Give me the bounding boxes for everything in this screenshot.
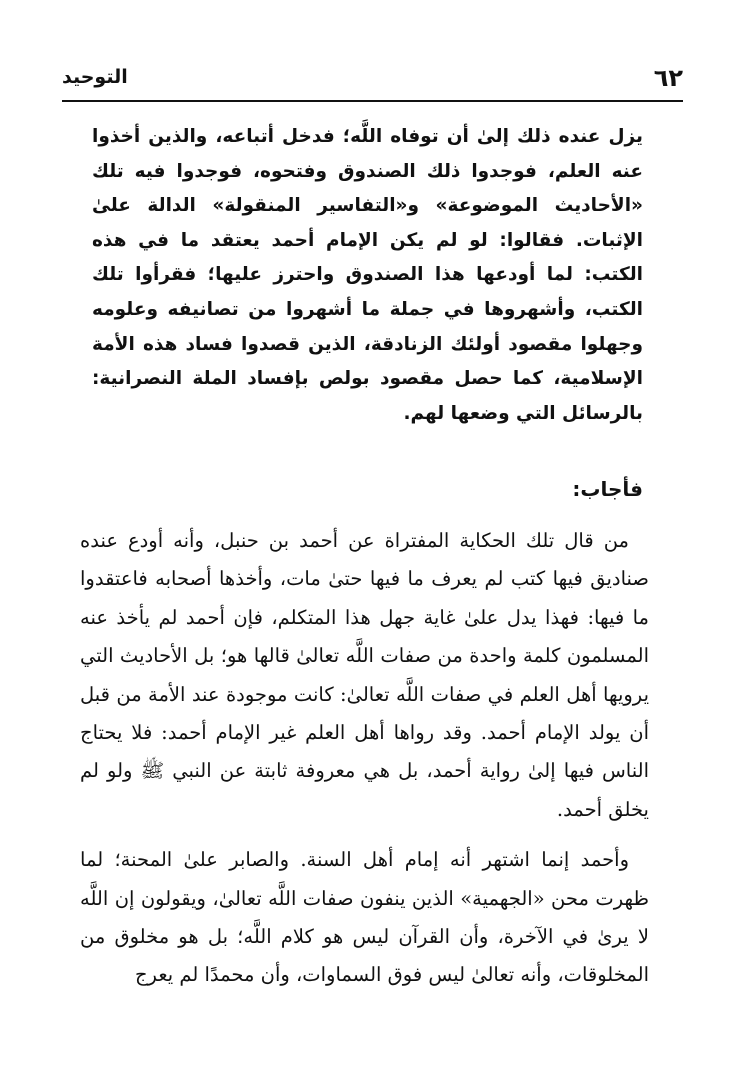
- answer-body: [80, 522, 649, 995]
- quoted-question-text: يزل عنده ذلك إلىٰ أن توفاه اللَّه؛ فدخل أتباعه، والذين أخذوا عنه العلم، فوجدوا ذلك الصندوق وفتحوه، فوجدوا فيه تلك «الأحاديث الموضوعة» و«التفاسير المنقولة» الدالة علىٰ الإثبات. فقالوا: لو لم يكن الإمام أحمد يعتقد ما في هذه الكتب: لما أودعها هذا الصندوق واحترز عليها؛ فقرأوا تلك الكتب، وأشهروها في جملة ما أشهروا من تصانيفه وعلومه وجهلوا مقصود أولئك الزنادقة، الذين قصدوا فساد هذه الأمة الإسلامية، كما حصل مقصود بولص بإفساد الملة النصرانية: بالرسائل التي وضعها لهم.: [92, 126, 643, 424]
- page-number: ٦٢: [653, 64, 683, 92]
- running-title: التوحيد: [62, 66, 128, 88]
- quoted-question-block: [92, 120, 643, 431]
- answer-heading: فأجاب:: [572, 477, 643, 501]
- answer-paragraph: من قال تلك الحكاية المفتراة عن أحمد بن حنبل، وأنه أودع عنده صناديق فيها كتب لم يعرف ما فيها حتىٰ مات، وأخذها أصحابه فاعتقدوا ما فيها: فهذا يدل علىٰ غاية جهل هذا المتكلم، فإن أحمد لم يأخذ عنه المسلمون كلمة واحدة من صفات اللَّه تعالىٰ قالها هو؛ بل الأحاديث التي يرويها أهل العلم في صفات اللَّه تعالىٰ: كانت موجودة عند الأمة من قبل أن يولد الإمام أحمد. وقد رواها أهل العلم غير الإمام أحمد: فلا يحتاج الناس فيها إلىٰ رواية أحمد، بل هي معروفة ثابتة عن النبي ﷺ ولو لم يخلق أحمد.: [80, 529, 649, 821]
- page-header: [62, 62, 683, 102]
- header-rule: [62, 100, 683, 102]
- answer-paragraph: وأحمد إنما اشتهر أنه إمام أهل السنة. والصابر علىٰ المحنة؛ لما ظهرت محن «الجهمية» الذين ينفون صفات اللَّه تعالىٰ، ويقولون إن اللَّه لا يرىٰ في الآخرة، وأن القرآن ليس هو كلام اللَّه؛ بل هو مخلوق من المخلوقات، وأنه تعالىٰ ليس فوق السماوات، وأن محمدًا لم يعرج: [80, 848, 649, 987]
